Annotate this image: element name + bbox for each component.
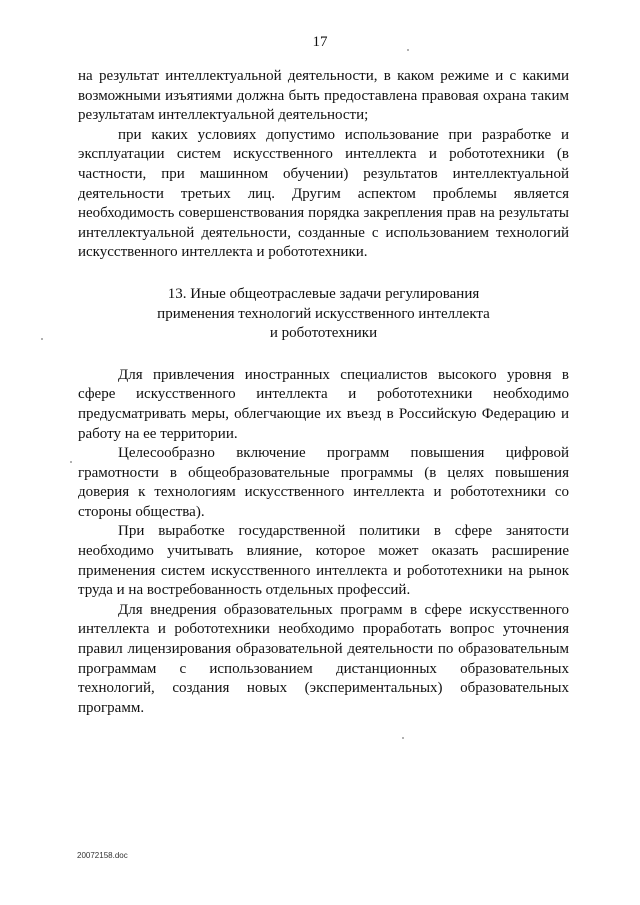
paragraph-education-licensing: Для внедрения образовательных программ в сфере искусственного интеллекта и робототехники необходимо проработать вопрос уточнения правил лицензирования образовательной деятельности по образовательным программам с использованием дистанционных образовательных технологий, создания новых (экспериментальных) образовательных программ. <box>78 601 569 716</box>
scan-speck <box>70 461 72 463</box>
paragraph-employment-policy: При выработке государственной политики в сфере занятости необходимо учитывать влияние, которое может оказать расширение применения систем искусственного интеллекта и робототехники на рынок труда и на востребованность отдельных профессий. <box>78 523 569 599</box>
section-title-line: применения технологий искусственного интеллекта <box>157 305 490 322</box>
scan-speck <box>407 49 409 51</box>
section-title-line: и робототехники <box>269 325 378 342</box>
section-title <box>78 285 569 344</box>
footer-filename: 20072158.doc <box>77 851 128 860</box>
paragraph-continuation: на результат интеллектуальной деятельности, в каком режиме и с какими возможными изъятиями должна быть предоставлена правовая охрана таким результатам интеллектуальной деятельности; <box>78 68 569 124</box>
scan-speck <box>402 737 404 739</box>
document-body <box>78 67 569 718</box>
page-number: 17 <box>312 34 328 50</box>
scan-speck <box>41 338 43 340</box>
paragraph-conditions: при каких условиях допустимо использование при разработке и эксплуатации систем искусственного интеллекта и робототехники (в частности, при машинном обучении) результатов интеллектуальной деятельности третьих лиц. Другим аспектом проблемы является необходимость совершенствования порядка закрепления прав на результаты интеллектуальной деятельности, созданные с использованием технологий искусственного интеллекта и робототехники. <box>78 126 569 261</box>
section-title-line: 13. Иные общеотраслевые задачи регулирования <box>167 285 480 302</box>
paragraph-digital-literacy: Целесообразно включение программ повышения цифровой грамотности в общеобразовательные программы (в целях повышения доверия к технологиям искусственного интеллекта и робототехники со стороны общества). <box>78 445 569 520</box>
paragraph-foreign-specialists: Для привлечения иностранных специалистов высокого уровня в сфере искусственного интеллекта и робототехники необходимо предусматривать меры, облегчающие их въезд в Российскую Федерацию и работу на ее территории. <box>78 366 569 442</box>
